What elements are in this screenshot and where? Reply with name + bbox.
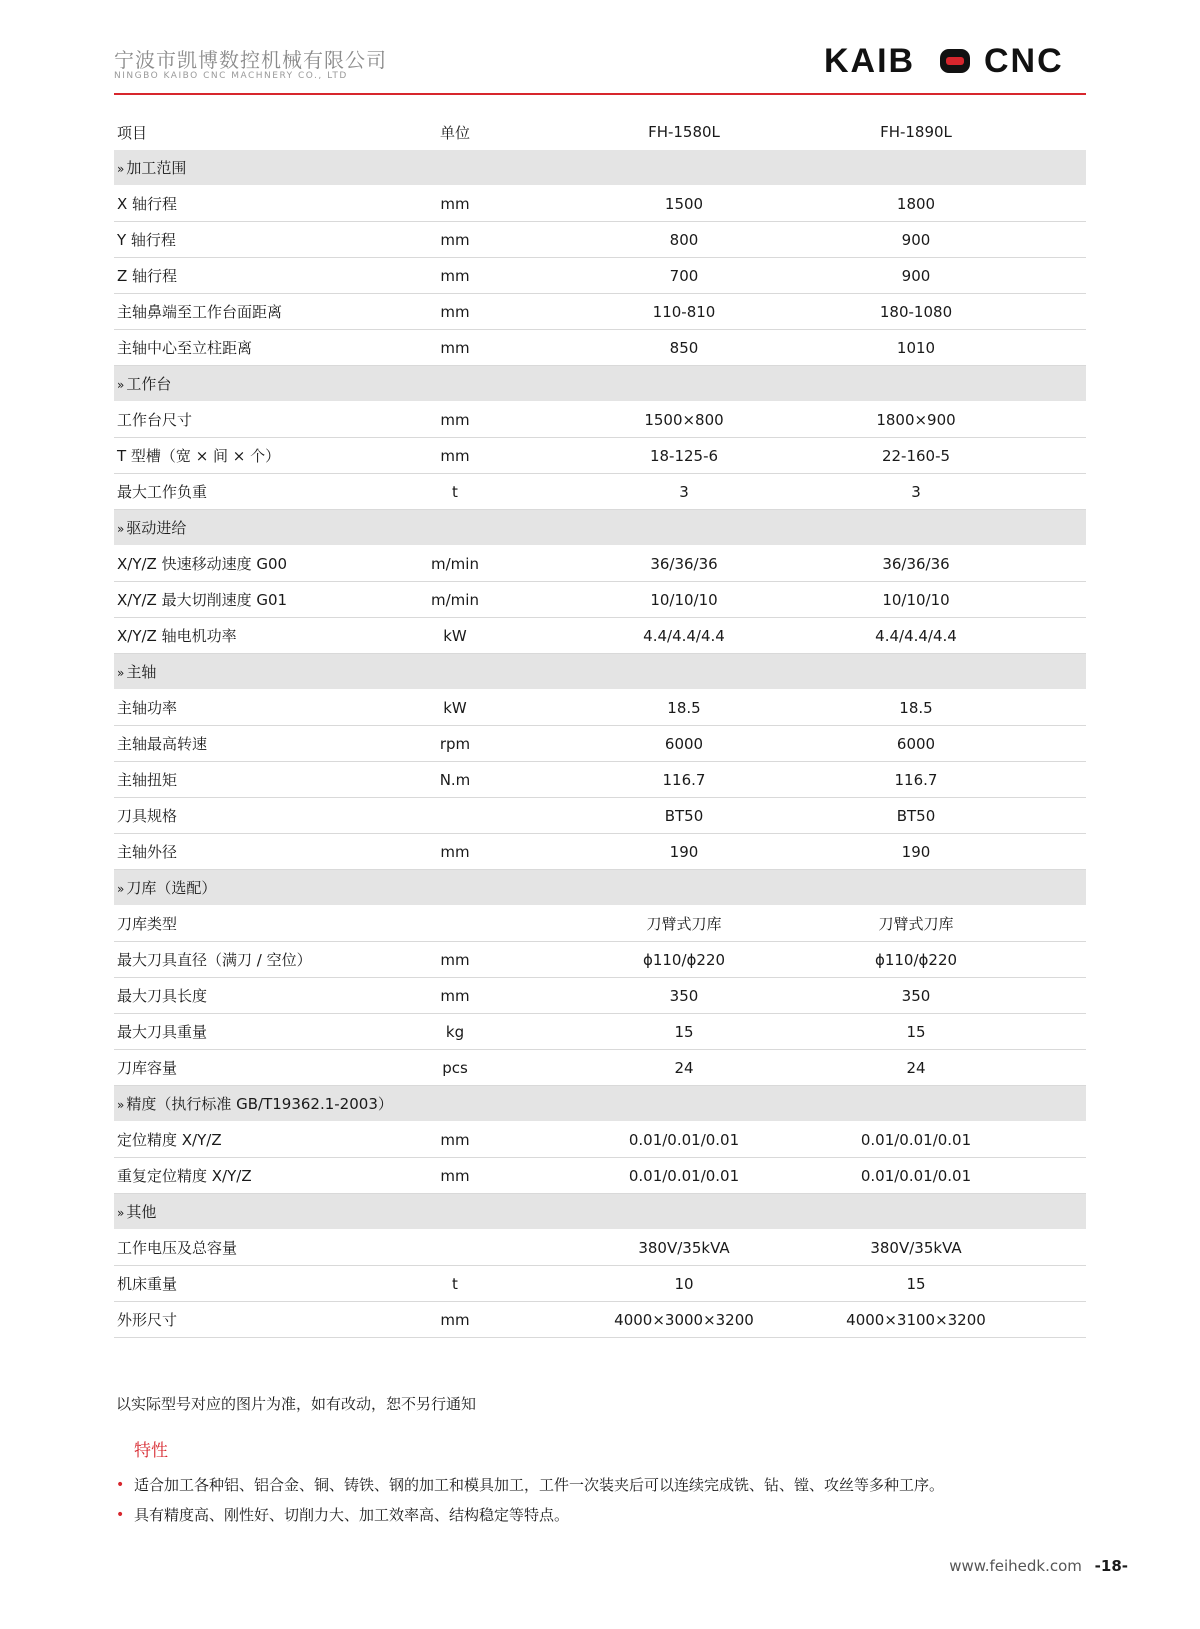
col-header-model-1: FH-1580L xyxy=(648,123,720,141)
cell-item: 主轴外径 xyxy=(117,843,178,861)
cell-unit: m/min xyxy=(431,554,479,573)
disclaimer-note: 以实际型号对应的图片为准，如有改动，恕不另行通知 xyxy=(116,1395,477,1413)
table-row xyxy=(114,978,1086,1014)
table-row xyxy=(114,1230,1086,1266)
cell-model-1: 850 xyxy=(669,338,699,357)
section-title xyxy=(114,1093,393,1114)
section-marker-icon: » xyxy=(117,882,125,896)
cell-model-1: 190 xyxy=(669,842,699,861)
cell-model-1: 6000 xyxy=(664,734,704,753)
section-header-row xyxy=(114,1194,1086,1230)
table-body xyxy=(114,150,1086,1338)
section-marker-icon: » xyxy=(117,1098,125,1112)
cell-unit: mm xyxy=(440,194,470,213)
section-title xyxy=(114,877,385,898)
table-row xyxy=(114,1050,1086,1086)
section-header-row xyxy=(114,1086,1086,1122)
company-name-cn: 宁波市凯博数控机械有限公司 xyxy=(114,48,387,72)
table-row xyxy=(114,618,1086,654)
cell-unit: N.m xyxy=(439,770,471,789)
cell-model-2: 刀臂式刀库 xyxy=(878,915,954,933)
section-marker-icon: » xyxy=(117,378,125,392)
cell-model-2: 900 xyxy=(901,266,931,285)
cell-model-1: 24 xyxy=(674,1058,694,1077)
section-title xyxy=(114,1201,385,1222)
cell-unit: mm xyxy=(440,410,470,429)
table-row xyxy=(114,402,1086,438)
cell-model-2: 0.01/0.01/0.01 xyxy=(860,1166,972,1185)
cell-model-1: 18.5 xyxy=(667,698,701,717)
cell-unit: mm xyxy=(440,986,470,1005)
cell-model-1: 3 xyxy=(679,482,689,501)
cell-unit: mm xyxy=(440,950,470,969)
cell-model-2: 190 xyxy=(901,842,931,861)
svg-text:CNC: CNC xyxy=(984,42,1064,78)
cell-model-2: 10/10/10 xyxy=(882,590,950,609)
cell-model-2: 0.01/0.01/0.01 xyxy=(860,1130,972,1149)
section-title-text: 加工范围 xyxy=(126,159,187,177)
cell-unit: mm xyxy=(440,1166,470,1185)
cell-model-2: 350 xyxy=(901,986,931,1005)
section-title xyxy=(114,661,385,682)
cell-model-2: 3 xyxy=(911,482,921,501)
cell-model-1: 10/10/10 xyxy=(650,590,718,609)
cell-item: X/Y/Z 最大切削速度 G01 xyxy=(117,591,288,609)
cell-item: 工作台尺寸 xyxy=(117,411,193,429)
cell-item: 刀具规格 xyxy=(117,807,178,825)
table-row xyxy=(114,294,1086,330)
header-divider xyxy=(114,93,1086,95)
cell-model-2: 1010 xyxy=(896,338,936,357)
section-title-text: 其他 xyxy=(126,1203,157,1221)
cell-model-2: 4000×3100×3200 xyxy=(846,1310,986,1329)
cell-unit: rpm xyxy=(439,734,471,753)
cell-model-2: 15 xyxy=(906,1274,926,1293)
svg-text:KAIB: KAIB xyxy=(824,42,916,78)
cell-unit: kg xyxy=(445,1022,465,1041)
feature-item xyxy=(114,1470,1094,1500)
cell-item: 刀库类型 xyxy=(117,915,178,933)
cell-unit: kW xyxy=(443,698,467,717)
features-list xyxy=(114,1470,1094,1530)
cell-item: 最大刀具长度 xyxy=(117,987,208,1005)
table-row xyxy=(114,582,1086,618)
cell-item: 工作电压及总容量 xyxy=(117,1239,238,1257)
page-header xyxy=(114,40,1086,96)
cell-model-2: 380V/35kVA xyxy=(870,1238,962,1257)
cell-model-1: 1500 xyxy=(664,194,704,213)
brand-logo xyxy=(824,42,1086,78)
section-marker-icon: » xyxy=(117,666,125,680)
cell-model-1: 0.01/0.01/0.01 xyxy=(628,1130,740,1149)
cell-unit: mm xyxy=(440,842,470,861)
cell-item: 刀库容量 xyxy=(117,1059,178,1077)
cell-item: 机床重量 xyxy=(117,1275,178,1293)
cell-model-1: 1500×800 xyxy=(644,410,724,429)
cell-model-1: 110-810 xyxy=(652,302,716,321)
section-title-text: 工作台 xyxy=(126,375,172,393)
cell-unit: mm xyxy=(440,266,470,285)
section-header-row xyxy=(114,150,1086,186)
section-header-row xyxy=(114,870,1086,906)
cell-model-1: BT50 xyxy=(664,806,704,825)
cell-model-1: 116.7 xyxy=(662,770,706,789)
cell-unit: kW xyxy=(443,626,467,645)
cell-model-2: 15 xyxy=(906,1022,926,1041)
cell-model-1: ϕ110/ϕ220 xyxy=(642,950,726,969)
table-row xyxy=(114,942,1086,978)
section-title-text: 驱动进给 xyxy=(126,519,187,537)
table-row xyxy=(114,690,1086,726)
page-footer xyxy=(949,1557,1128,1575)
cell-item: Y 轴行程 xyxy=(117,231,176,249)
table-row xyxy=(114,330,1086,366)
col-header-model-2: FH-1890L xyxy=(880,123,952,141)
bullet-icon: • xyxy=(116,1507,125,1523)
section-marker-icon: » xyxy=(117,1206,125,1220)
table-row xyxy=(114,798,1086,834)
table-row xyxy=(114,834,1086,870)
cell-model-1: 380V/35kVA xyxy=(638,1238,730,1257)
section-title xyxy=(114,157,385,178)
cell-model-2: 116.7 xyxy=(894,770,938,789)
table-row xyxy=(114,186,1086,222)
cell-item: 重复定位精度 X/Y/Z xyxy=(117,1167,252,1185)
col-header-item: 项目 xyxy=(117,123,148,142)
cell-unit: mm xyxy=(440,446,470,465)
cell-item: X/Y/Z 快速移动速度 G00 xyxy=(117,555,288,573)
section-header-row xyxy=(114,654,1086,690)
table-row xyxy=(114,906,1086,942)
cell-model-1: 700 xyxy=(669,266,699,285)
website-url: www.feihedk.com xyxy=(949,1557,1082,1575)
cell-item: 主轴中心至立柱距离 xyxy=(117,339,253,357)
cell-model-2: 4.4/4.4/4.4 xyxy=(875,626,957,645)
cell-model-2: 1800×900 xyxy=(876,410,956,429)
cell-model-1: 刀臂式刀库 xyxy=(646,915,722,933)
cell-unit: mm xyxy=(440,302,470,321)
cell-model-2: 24 xyxy=(906,1058,926,1077)
section-title-text: 主轴 xyxy=(126,663,157,681)
cell-item: X 轴行程 xyxy=(117,195,178,213)
cell-model-1: 10 xyxy=(674,1274,694,1293)
cell-model-1: 18-125-6 xyxy=(649,446,719,465)
cell-model-2: BT50 xyxy=(896,806,936,825)
cell-unit: m/min xyxy=(431,590,479,609)
table-row xyxy=(114,1266,1086,1302)
cell-item: 主轴最高转速 xyxy=(117,735,208,753)
cell-unit: pcs xyxy=(442,1058,468,1077)
table-row xyxy=(114,1014,1086,1050)
cell-model-1: 350 xyxy=(669,986,699,1005)
cell-model-2: 1800 xyxy=(896,194,936,213)
cell-model-2: 6000 xyxy=(896,734,936,753)
table-row xyxy=(114,546,1086,582)
feature-item xyxy=(114,1500,1094,1530)
table-row xyxy=(114,258,1086,294)
cell-item: 最大刀具重量 xyxy=(117,1023,208,1041)
table-row xyxy=(114,438,1086,474)
cell-model-1: 15 xyxy=(674,1022,694,1041)
cell-model-2: 36/36/36 xyxy=(882,554,950,573)
section-marker-icon: » xyxy=(117,162,125,176)
company-name-en: NINGBO KAIBO CNC MACHNERY CO., LTD xyxy=(114,71,348,81)
bullet-icon: • xyxy=(116,1477,125,1493)
cell-unit: t xyxy=(452,482,458,501)
feature-text: 具有精度高、刚性好、切削力大、加工效率高、结构稳定等特点。 xyxy=(134,1506,570,1524)
feature-text: 适合加工各种铝、铝合金、铜、铸铁、钢的加工和模具加工，工件一次装夹后可以连续完成铣、钻、镗、攻丝等多种工序。 xyxy=(134,1476,945,1494)
section-title xyxy=(114,373,385,394)
table-row xyxy=(114,1158,1086,1194)
cell-item: Z 轴行程 xyxy=(117,267,178,285)
cell-model-2: 180-1080 xyxy=(879,302,953,321)
section-title xyxy=(114,517,385,538)
cell-item: 主轴功率 xyxy=(117,699,178,717)
table-header-row xyxy=(114,114,1086,150)
col-header-unit: 单位 xyxy=(439,123,470,142)
section-title-text: 刀库（选配） xyxy=(126,879,217,897)
table-row xyxy=(114,474,1086,510)
table-row xyxy=(114,1302,1086,1338)
cell-unit: mm xyxy=(440,230,470,249)
page-number: -18- xyxy=(1094,1557,1128,1575)
cell-model-2: ϕ110/ϕ220 xyxy=(874,950,958,969)
cell-item: 主轴扭矩 xyxy=(117,771,178,789)
cell-item: T 型槽（宽 × 间 × 个） xyxy=(117,447,281,465)
cell-item: 定位精度 X/Y/Z xyxy=(117,1131,222,1149)
table-row xyxy=(114,726,1086,762)
features-title: 特性 xyxy=(134,1441,168,1461)
cell-unit: t xyxy=(452,1274,458,1293)
cell-item: 最大工作负重 xyxy=(117,483,208,501)
table-row xyxy=(114,762,1086,798)
cell-model-2: 900 xyxy=(901,230,931,249)
cell-model-1: 0.01/0.01/0.01 xyxy=(628,1166,740,1185)
section-header-row xyxy=(114,510,1086,546)
table-row xyxy=(114,222,1086,258)
cell-item: 主轴鼻端至工作台面距离 xyxy=(117,303,283,321)
spec-table xyxy=(114,114,1086,1338)
table-row xyxy=(114,1122,1086,1158)
cell-model-2: 18.5 xyxy=(899,698,933,717)
section-marker-icon: » xyxy=(117,522,125,536)
cell-unit: mm xyxy=(440,1130,470,1149)
cell-item: 外形尺寸 xyxy=(117,1311,178,1329)
cell-model-1: 4000×3000×3200 xyxy=(614,1310,754,1329)
cell-model-2: 22-160-5 xyxy=(881,446,951,465)
section-header-row xyxy=(114,366,1086,402)
cell-item: X/Y/Z 轴电机功率 xyxy=(117,627,237,645)
cell-item: 最大刀具直径（满刀 / 空位） xyxy=(117,951,312,969)
cell-model-1: 36/36/36 xyxy=(650,554,718,573)
cell-model-1: 4.4/4.4/4.4 xyxy=(643,626,725,645)
cell-unit: mm xyxy=(440,338,470,357)
cell-unit: mm xyxy=(440,1310,470,1329)
section-title-text: 精度（执行标准 GB/T19362.1-2003） xyxy=(126,1095,393,1113)
cell-model-1: 800 xyxy=(669,230,699,249)
